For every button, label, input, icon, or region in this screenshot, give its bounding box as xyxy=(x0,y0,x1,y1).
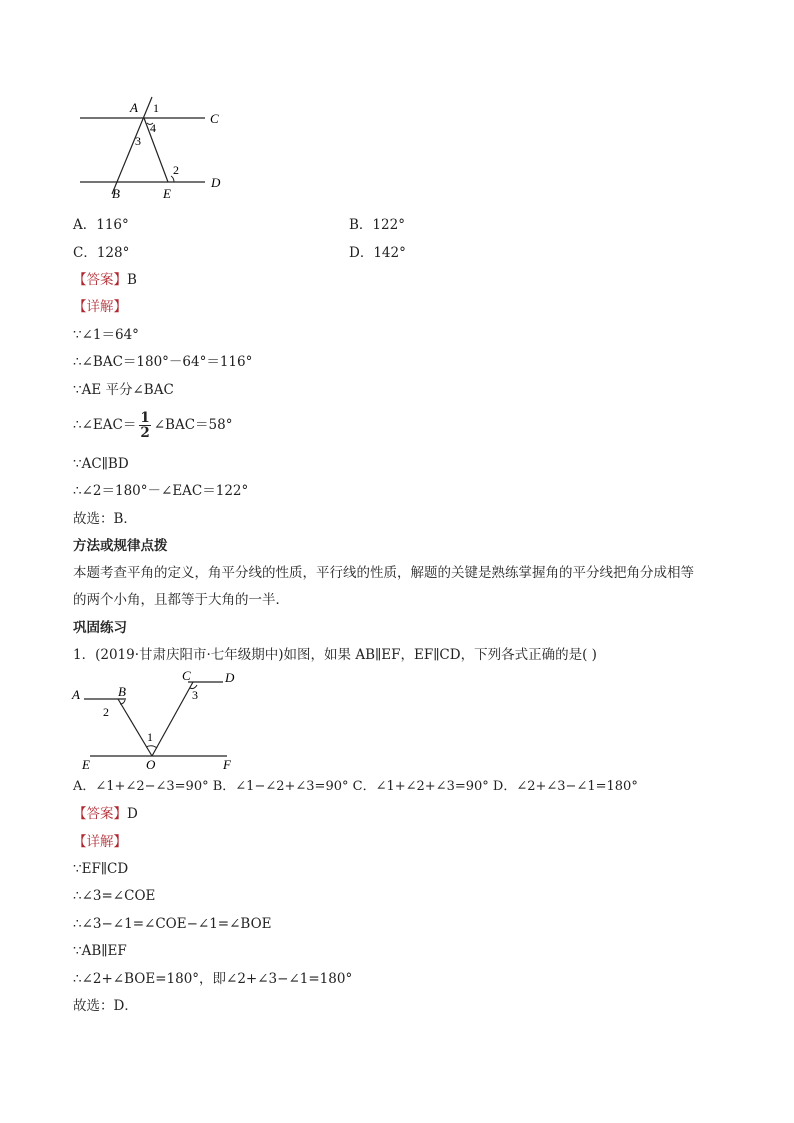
figure-parallel-lines-1 xyxy=(70,90,240,205)
practice-step-4: ∵AB∥EF xyxy=(73,943,127,959)
option-d: D．142° xyxy=(349,245,406,261)
practice-step-1: ∵EF∥CD xyxy=(73,861,129,877)
step-4-post: ∠BAC＝58° xyxy=(153,417,233,433)
option-c: C．128° xyxy=(73,245,130,261)
label-1: 1 xyxy=(153,101,159,115)
practice-step-5: ∴∠2+∠BOE=180°，即∠2+∠3−∠1=180° xyxy=(73,971,353,987)
practice-answer-value: D xyxy=(127,806,138,822)
line-bo xyxy=(118,699,152,756)
practice-step-6: 故选：D． xyxy=(73,998,138,1014)
line-ae xyxy=(144,118,168,182)
label-b: B xyxy=(118,684,126,699)
step-4-pre: ∴∠EAC＝ xyxy=(73,417,137,433)
fraction-numerator: 1 xyxy=(140,410,150,426)
step-3: ∵AE 平分∠BAC xyxy=(73,382,174,398)
practice-detail-tag: 【详解】 xyxy=(73,834,127,850)
label-d: D xyxy=(225,670,235,685)
label-2: 2 xyxy=(173,163,179,177)
method-line-2: 的两个小角，且都等于大角的一半． xyxy=(73,592,289,608)
label-b: B xyxy=(112,186,120,201)
method-line-1: 本题考查平角的定义，角平分线的性质，平行线的性质，解题的关键是熟练掌握角的平分线把角分成相等 xyxy=(73,565,694,581)
step-7: 故选：B． xyxy=(73,511,137,527)
answer-value: B xyxy=(127,272,137,288)
option-a: A．116° xyxy=(73,217,129,233)
label-c: C xyxy=(210,111,219,126)
step-2: ∴∠BAC＝180°－64°＝116° xyxy=(73,354,253,370)
label-e: E xyxy=(82,757,90,772)
figure-parallel-lines-2 xyxy=(70,668,240,774)
step-6: ∴∠2＝180°－∠EAC＝122° xyxy=(73,483,249,499)
label-1: 1 xyxy=(147,730,153,744)
label-3: 3 xyxy=(135,134,141,148)
label-o: O xyxy=(146,757,156,772)
label-e: E xyxy=(163,186,171,201)
step-1: ∵∠1＝64° xyxy=(73,327,139,343)
label-a: A xyxy=(72,687,80,702)
method-heading: 方法或规律点拨 xyxy=(73,538,168,554)
step-4 xyxy=(73,409,233,441)
label-a: A xyxy=(130,100,138,115)
label-2: 2 xyxy=(103,705,109,719)
line-co xyxy=(152,682,193,756)
option-b: B．122° xyxy=(349,217,405,233)
fraction-denominator: 2 xyxy=(140,425,150,441)
label-d: D xyxy=(211,175,221,190)
practice-question-1: 1．(2019·甘肃庆阳市·七年级期中)如图，如果 AB∥EF，EF∥CD，下列各式正确的是( ) xyxy=(73,647,597,663)
step-5: ∵AC∥BD xyxy=(73,456,129,472)
detail-tag: 【详解】 xyxy=(73,299,127,315)
label-3: 3 xyxy=(192,688,198,702)
answer-tag: 【答案】 xyxy=(73,272,127,288)
label-f: F xyxy=(223,757,231,772)
practice-answer-tag: 【答案】 xyxy=(73,806,127,822)
answer-line xyxy=(73,272,137,288)
practice-step-3: ∴∠3−∠1=∠COE−∠1=∠BOE xyxy=(73,916,272,932)
fraction-half xyxy=(139,411,150,440)
practice-answer-line xyxy=(73,806,138,822)
practice-heading: 巩固练习 xyxy=(73,620,127,636)
practice-options: A．∠1+∠2−∠3=90° B．∠1−∠2+∠3=90° C．∠1+∠2+∠3=90° D．∠2+∠3−∠1=180° xyxy=(73,779,638,794)
label-4: 4 xyxy=(150,121,156,135)
practice-step-2: ∴∠3=∠COE xyxy=(73,888,156,904)
label-c: C xyxy=(182,668,191,683)
